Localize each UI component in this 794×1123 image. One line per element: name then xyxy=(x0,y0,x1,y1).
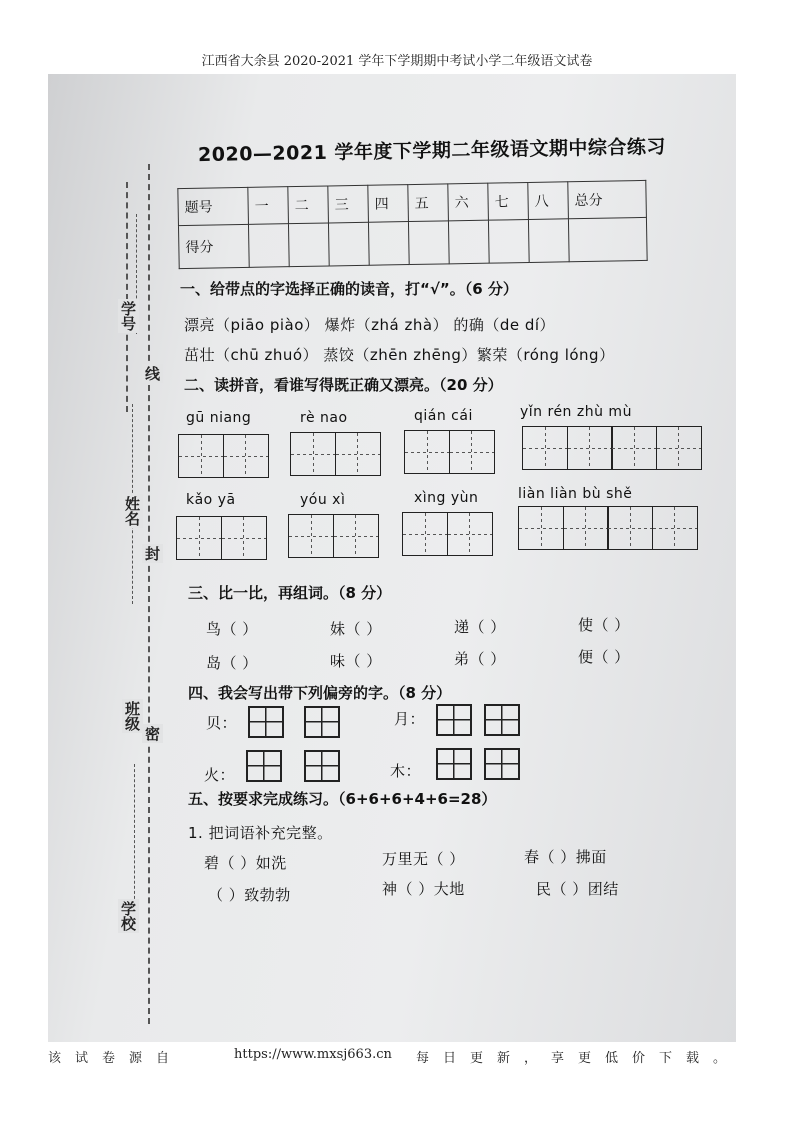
grid-cell[interactable] xyxy=(449,430,495,474)
q5-title: 五、按要求完成练习。（6+6+6+4+6=28） xyxy=(188,790,497,808)
grid-cell[interactable] xyxy=(221,516,267,560)
exam-title: 2020—2021 学年度下学期二年级语文期中综合练习 xyxy=(197,135,667,167)
q1-line-1: 漂亮（piāo piào） 爆炸（zhá zhà） 的确（de dí） xyxy=(184,316,556,334)
score-blank[interactable] xyxy=(448,220,489,264)
writing-grid[interactable] xyxy=(178,434,269,478)
compare-item: 便（ ） xyxy=(578,648,630,666)
score-cell: 八 xyxy=(528,182,569,220)
idiom-item: 万里无（ ） xyxy=(382,850,465,868)
score-cell: 七 xyxy=(488,182,529,220)
compare-item: 鸟（ ） xyxy=(206,620,258,638)
compare-item: 岛（ ） xyxy=(206,654,258,672)
compare-item: 使（ ） xyxy=(578,616,630,634)
binding-label-secret: 密 xyxy=(143,726,161,741)
writing-box[interactable] xyxy=(436,748,472,780)
q2-title: 二、读拼音，看谁写得既正确又漂亮。（20 分） xyxy=(184,376,503,394)
score-blank[interactable] xyxy=(368,222,409,266)
q1-title: 一、给带点的字选择正确的读音，打“√”。（6 分） xyxy=(180,280,518,298)
grid-cell[interactable] xyxy=(518,506,564,550)
grid-cell[interactable] xyxy=(402,512,448,556)
score-blank[interactable] xyxy=(288,223,329,267)
binding-label-class: 班级 xyxy=(123,701,141,731)
grid-cell[interactable] xyxy=(652,506,698,550)
score-cell: 一 xyxy=(248,187,289,225)
compare-item: 味（ ） xyxy=(330,652,382,670)
grid-cell[interactable] xyxy=(404,430,450,474)
grid-cell[interactable] xyxy=(447,512,493,556)
binding-label-name: 姓名 xyxy=(123,496,141,526)
compare-item: 弟（ ） xyxy=(454,650,506,668)
pinyin-label: yóu xì xyxy=(300,492,346,508)
score-cell: 得分 xyxy=(178,224,249,268)
score-blank[interactable] xyxy=(488,219,529,263)
q5-sub-1: 1. 把词语补充完整。 xyxy=(188,824,333,842)
footer-update-text: 每日更新，享更低价下载。 xyxy=(416,1051,741,1066)
writing-box[interactable] xyxy=(484,704,520,736)
pinyin-label: kǎo yā xyxy=(186,492,236,508)
compare-item: 妹（ ） xyxy=(330,620,382,638)
score-cell: 六 xyxy=(448,183,489,221)
page-header: 江西省大余县 2020-2021 学年下学期期中考试小学二年级语文试卷 xyxy=(201,54,593,69)
grid-cell[interactable] xyxy=(178,434,224,478)
writing-box[interactable] xyxy=(436,704,472,736)
writing-grid[interactable] xyxy=(518,506,698,550)
grid-cell[interactable] xyxy=(335,432,381,476)
idiom-item: （ ）致勃勃 xyxy=(208,886,291,904)
q4-title: 四、我会写出带下列偏旁的字。（8 分） xyxy=(188,684,452,702)
score-cell: 五 xyxy=(408,184,449,222)
radical-label: 木： xyxy=(390,762,422,780)
score-blank[interactable] xyxy=(248,224,289,268)
idiom-item: 春（ ）拂面 xyxy=(524,848,607,866)
grid-cell[interactable] xyxy=(522,426,568,470)
pinyin-label: gū niang xyxy=(186,410,252,426)
binding-label-seal: 封 xyxy=(143,546,161,561)
grid-cell[interactable] xyxy=(563,506,609,550)
compare-item: 递（ ） xyxy=(454,618,506,636)
score-blank[interactable] xyxy=(568,217,647,261)
score-cell: 题号 xyxy=(178,187,249,225)
writing-grid[interactable] xyxy=(522,426,702,470)
q3-title: 三、比一比，再组词。（8 分） xyxy=(188,584,392,602)
writing-box[interactable] xyxy=(246,750,282,782)
score-cell: 总分 xyxy=(568,180,647,218)
q1-line-2: 茁壮（chū zhuó） 蒸饺（zhēn zhēng）繁荣（róng lóng） xyxy=(184,346,615,364)
exam-photo xyxy=(48,74,736,1042)
grid-cell[interactable] xyxy=(223,434,269,478)
score-cell: 二 xyxy=(288,186,329,224)
score-table-score-row xyxy=(178,217,647,268)
writing-box[interactable] xyxy=(304,750,340,782)
exam-paper xyxy=(48,74,736,1042)
score-table xyxy=(177,180,647,269)
grid-cell[interactable] xyxy=(290,432,336,476)
writing-grid[interactable] xyxy=(176,516,267,560)
pinyin-label: qián cái xyxy=(414,408,473,424)
score-blank[interactable] xyxy=(528,219,569,263)
binding-label-school: 学校 xyxy=(119,901,137,931)
idiom-item: 碧（ ）如洗 xyxy=(204,854,287,872)
pinyin-label: yǐn rén zhù mù xyxy=(520,404,632,420)
writing-box[interactable] xyxy=(484,748,520,780)
idiom-item: 神（ ）大地 xyxy=(382,880,465,898)
score-blank[interactable] xyxy=(408,221,449,265)
grid-cell[interactable] xyxy=(567,426,613,470)
pinyin-label: rè nao xyxy=(300,410,348,426)
grid-cell[interactable] xyxy=(176,516,222,560)
writing-grid[interactable] xyxy=(290,432,381,476)
grid-cell[interactable] xyxy=(656,426,702,470)
grid-cell[interactable] xyxy=(288,514,334,558)
writing-box[interactable] xyxy=(304,706,340,738)
grid-cell[interactable] xyxy=(607,506,653,550)
radical-label: 月： xyxy=(394,710,426,728)
grid-cell[interactable] xyxy=(333,514,379,558)
score-cell: 三 xyxy=(328,185,369,223)
writing-grid[interactable] xyxy=(404,430,495,474)
footer-url-link[interactable]: https://www.mxsj663.cn xyxy=(234,1047,392,1062)
score-blank[interactable] xyxy=(328,222,369,266)
footer-source-text: 该试卷源自 xyxy=(48,1051,184,1066)
binding-line-low xyxy=(134,764,135,904)
idiom-item: 民（ ）团结 xyxy=(536,880,619,898)
grid-cell[interactable] xyxy=(611,426,657,470)
writing-grid[interactable] xyxy=(402,512,493,556)
pinyin-label: liàn liàn bù shě xyxy=(518,486,633,502)
radical-label: 贝： xyxy=(206,714,238,732)
radical-label: 火： xyxy=(204,766,236,784)
score-cell: 四 xyxy=(368,185,409,223)
binding-line-upper xyxy=(126,182,128,412)
binding-label-line: 线 xyxy=(143,366,161,381)
binding-label-student-id: 学号 xyxy=(119,301,137,331)
binding-line-main xyxy=(148,164,150,1024)
writing-box[interactable] xyxy=(248,706,284,738)
writing-grid[interactable] xyxy=(288,514,379,558)
pinyin-label: xìng yùn xyxy=(414,490,479,506)
